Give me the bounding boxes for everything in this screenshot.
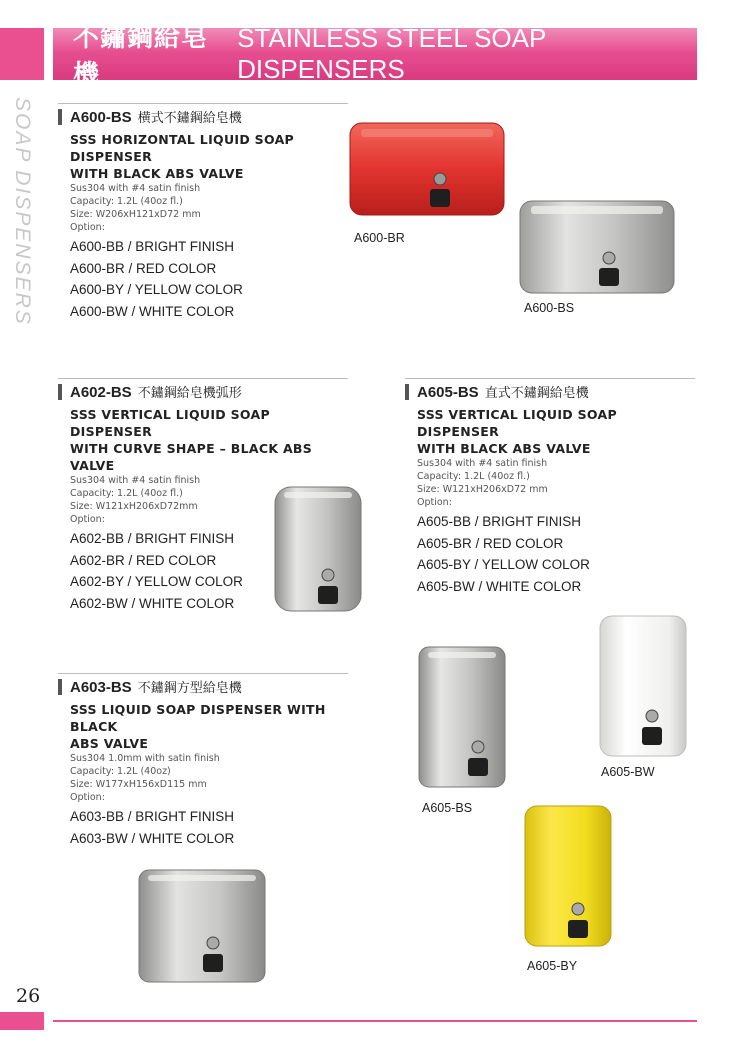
- side-label: [12, 97, 36, 327]
- heading-marker: [58, 109, 62, 125]
- product-name-zh: 横式不鏽鋼給皂機: [137, 111, 242, 126]
- title-line: SSS VERTICAL LIQUID SOAP DISPENSER: [70, 407, 270, 439]
- option-item: A605-BW / WHITE COLOR: [417, 578, 582, 594]
- banner-title-zh: 不鏽鋼給皂機: [73, 23, 209, 90]
- section-heading: [58, 378, 348, 401]
- title-line: SSS VERTICAL LIQUID SOAP DISPENSER: [417, 407, 617, 439]
- section-a603: [58, 673, 348, 849]
- product-title: [405, 406, 695, 457]
- section-heading: [58, 103, 348, 126]
- corner-block-top: [0, 28, 44, 80]
- option-item: A602-BB / BRIGHT FINISH: [70, 531, 235, 546]
- product-name-zh: 直式不鏽鋼給皂機: [484, 386, 589, 401]
- product-code: A605-BS: [417, 384, 479, 401]
- title-line: WITH BLACK ABS VALVE: [417, 441, 591, 456]
- option-list: [405, 511, 695, 597]
- title-line: WITH BLACK ABS VALVE: [70, 166, 244, 181]
- product-title: [58, 406, 348, 474]
- product-image-a603-bs: [136, 867, 268, 985]
- product-code: A603-BS: [70, 679, 132, 696]
- spec-line: Capacity: 1.2L (40oz fl.): [70, 196, 183, 207]
- spec-line: Size: W121xH206xD72 mm: [417, 484, 548, 495]
- title-line: SSS LIQUID SOAP DISPENSER WITH BLACK: [70, 702, 326, 734]
- footer-rule: [53, 1020, 697, 1022]
- product-title: [58, 131, 348, 182]
- caption-a600-bs: A600-BS: [524, 301, 575, 315]
- title-line: SSS HORIZONTAL LIQUID SOAP DISPENSER: [70, 132, 294, 164]
- page-number: 26: [16, 985, 41, 1007]
- option-item: A600-BY / YELLOW COLOR: [70, 282, 243, 297]
- page-banner: [53, 23, 697, 90]
- option-item: A603-BB / BRIGHT FINISH: [70, 809, 235, 824]
- option-item: A602-BW / WHITE COLOR: [70, 595, 235, 611]
- product-name-zh: 不鏽鋼給皂機弧形: [137, 386, 242, 401]
- heading-marker: [58, 384, 62, 400]
- spec-line: Size: W121xH206xD72mm: [70, 501, 198, 512]
- title-line: WITH CURVE SHAPE – BLACK ABS VALVE: [70, 441, 313, 473]
- spec-line: Sus304 1.0mm with satin finish: [70, 753, 220, 764]
- product-image-a600-bs: [517, 198, 677, 296]
- option-item: A602-BR / RED COLOR: [70, 552, 217, 568]
- title-line: ABS VALVE: [70, 736, 149, 751]
- heading-marker: [58, 679, 62, 695]
- caption-a600-br: A600-BR: [354, 231, 405, 245]
- spec-line: Capacity: 1.2L (40oz): [70, 766, 171, 777]
- product-image-a605-bs: [416, 644, 508, 790]
- option-item: A603-BW / WHITE COLOR: [70, 830, 235, 846]
- option-list: [58, 236, 348, 322]
- product-specs: [405, 457, 695, 509]
- option-item: A605-BB / BRIGHT FINISH: [417, 514, 582, 529]
- product-specs: [58, 182, 348, 234]
- option-item: A602-BY / YELLOW COLOR: [70, 574, 243, 589]
- caption-a605-bw: A605-BW: [601, 765, 655, 779]
- spec-line: Capacity: 1.2L (40oz fl.): [70, 488, 183, 499]
- product-title: [58, 701, 348, 752]
- section-heading: [405, 378, 695, 401]
- spec-line: Sus304 with #4 satin finish: [417, 458, 548, 469]
- corner-block-bottom: [0, 1012, 44, 1030]
- banner-title-en: STAINLESS STEEL SOAP DISPENSERS: [237, 23, 546, 84]
- section-a605: [405, 378, 695, 597]
- product-image-a605-by: [522, 803, 614, 949]
- product-image-a602-bs: [272, 484, 364, 614]
- section-a600: [58, 103, 348, 322]
- product-image-a600-br: [347, 120, 507, 218]
- product-code: A602-BS: [70, 384, 132, 401]
- spec-line: Size: W177xH156xD115 mm: [70, 779, 207, 790]
- spec-line: Option:: [70, 792, 105, 803]
- option-item: A605-BR / RED COLOR: [417, 535, 564, 551]
- product-code: A600-BS: [70, 109, 132, 126]
- option-item: A600-BB / BRIGHT FINISH: [70, 239, 235, 254]
- spec-line: Option:: [70, 514, 105, 525]
- spec-line: Sus304 with #4 satin finish: [70, 475, 201, 486]
- caption-a605-bs: A605-BS: [422, 801, 473, 815]
- spec-line: Size: W206xH121xD72 mm: [70, 209, 201, 220]
- spec-line: Option:: [417, 497, 452, 508]
- option-item: A600-BW / WHITE COLOR: [70, 303, 235, 319]
- product-image-a605-bw: [597, 613, 689, 759]
- caption-a605-by: A605-BY: [527, 959, 578, 973]
- spec-line: Option:: [70, 222, 105, 233]
- spec-line: Capacity: 1.2L (40oz fl.): [417, 471, 530, 482]
- option-list: [58, 806, 348, 849]
- heading-marker: [405, 384, 409, 400]
- spec-line: Sus304 with #4 satin finish: [70, 183, 201, 194]
- product-specs: [58, 752, 348, 804]
- option-item: A605-BY / YELLOW COLOR: [417, 557, 590, 572]
- section-heading: [58, 673, 348, 696]
- product-name-zh: 不鏽鋼方型給皂機: [137, 681, 242, 696]
- option-item: A600-BR / RED COLOR: [70, 260, 217, 276]
- side-label-text: SOAP DISPENSERS: [11, 97, 34, 326]
